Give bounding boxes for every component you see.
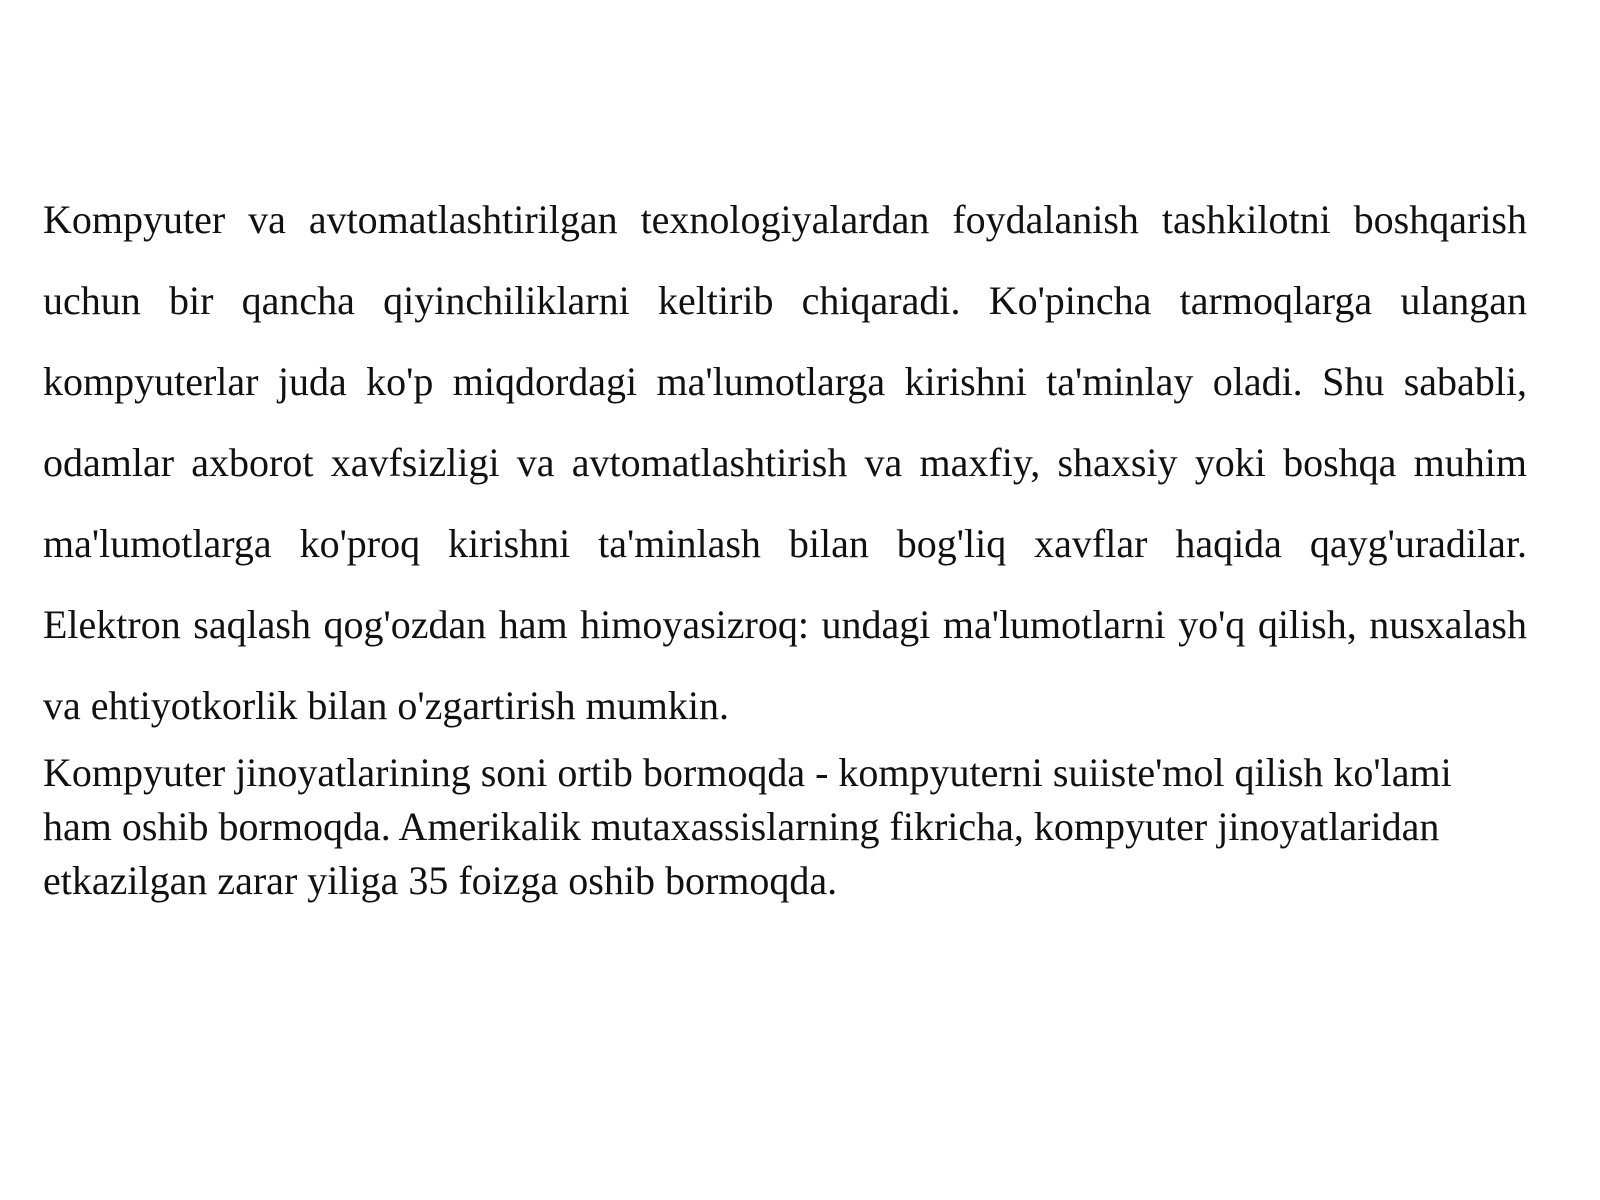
text-block (43, 179, 1527, 908)
paragraph-computer-risks: Kompyuter va avtomatlashtirilgan texnologiyalardan foydalanish tashkilotni boshqarish uchun bir qancha qiyinchiliklarni keltirib chiqaradi. Ko'pincha tarmoqlarga ulangan kompyuterlar juda ko'p miqdordagi ma'lumotlarga kirishni ta'minlay oladi. Shu sababli, odamlar axborot xavfsizligi va avtomatlashtirish va maxfiy, shaxsiy yoki boshqa muhim ma'lumotlarga ko'proq kirishni ta'minlash bilan bog'liq xavflar haqida qayg'uradilar. Elektron saqlash qog'ozdan ham himoyasizroq: undagi ma'lumotlarni yo'q qilish, nusxalash va ehtiyotkorlik bilan o'zgartirish mumkin. (43, 197, 1527, 728)
paragraph-computer-crimes: Kompyuter jinoyatlarining soni ortib bormoqda - kompyuterni suiiste'mol qilish ko'lami ham oshib bormoqda. Amerikalik mutaxassislarning fikricha, kompyuter jinoyatlaridan etkazilgan zarar yiliga 35 foizga oshib bormoqda. (43, 750, 1452, 903)
